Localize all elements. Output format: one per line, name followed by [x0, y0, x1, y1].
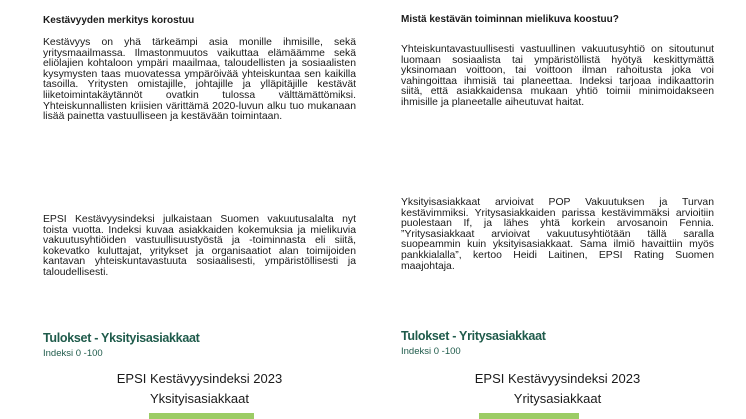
left-heading: Kestävyyden merkitys korostuu [43, 15, 195, 26]
right-results-subtitle: Indeksi 0 -100 [401, 346, 461, 357]
right-paragraph-2: Yksityisasiakkaat arvioivat POP Vakuutuksen ja Turvan kestävimmiksi. Yritysasiakkaiden parissa kestävimmäksi arvioitiin puolestaan If, ja lähes yhtä korkein arvosanoin Fennia. ”Yritysasiakkaat arvioivat vakuutusyhtiötään tällä saralla suopeammin kuin yksityisasiakkaat. Sama ilmiö havaittiin myös pankkialalla”, kertoo Heidi Laitinen, EPSI Rating Suomen maajohtaja. [401, 197, 714, 272]
right-chart-title-line-1: EPSI Kestävyysindeksi 2023 [474, 371, 641, 386]
right-results-title: Tulokset - Yritysasiakkaat [401, 329, 546, 343]
right-chart-title-line-2: Yritysasiakkaat [513, 391, 602, 406]
left-paragraph-1: Kestävyys on yhä tärkeämpi asia monille ihmisille, sekä yritysmaailmassa. Ilmastonmuutos vaikuttaa elämäämme sekä eliölajien kohtaloon ympäri maailmaa, taloudellisten ja sosiaalisten kysymysten taas muovatessa ympäröivää yhteiskuntaa sen kaikilla tasoilla. Yritysten omistajille, johtajille ja ylläpitäjille kestävät liiketoimintakäytännöt ovatkin tulossa välttämättömiksi. Yhteiskunnallisten kriisien värittämä 2020-luvun alku tuo mukanaan lisää painetta vastuulliseen ja kestävään toimintaan. [43, 37, 356, 123]
right-paragraph-1: Yhteiskuntavastuullisesti vastuullinen vakuutusyhtiö on sitoutunut luomaan sosiaalista tai ympäristöllistä hyötyä keskittymättä yksinomaan voittoon, tai voittoon ilman rahoitusta joka voi vahingoittaa ihmisiä tai planeettaa. Indeksi tarjoaa indikaattorin siitä, että asiakkaidensa mukaan yhtiö toimii minimoidakseen ihmisille ja planeetalle aiheutuvat haitat. [401, 44, 714, 108]
right-chart-bar [479, 413, 579, 419]
left-results-subtitle: Indeksi 0 -100 [43, 348, 103, 359]
right-heading: Mistä kestävän toiminnan mielikuva koostuu? [401, 14, 619, 25]
left-paragraph-2: EPSI Kestävyysindeksi julkaistaan Suomen vakuutusalalta nyt toista vuotta. Indeksi kuvaa asiakkaiden kokemuksia ja mielikuvia vakuutusyhtiöiden vastuullisuustyöstä ja -toiminnasta eli siitä, kokevatko kuluttajat, yritykset ja organisaatiot alan toimijoiden kantavan yhteiskuntavastuuta sosiaalisesti, ympäristöllisesti ja taloudellisesti. [43, 214, 356, 278]
left-results-title: Tulokset - Yksityisasiakkaat [43, 331, 200, 345]
left-chart-title-line-2: Yksityisasiakkaat [150, 391, 249, 406]
left-chart-bar [149, 413, 254, 419]
left-chart-title-line-1: EPSI Kestävyysindeksi 2023 [116, 371, 283, 386]
